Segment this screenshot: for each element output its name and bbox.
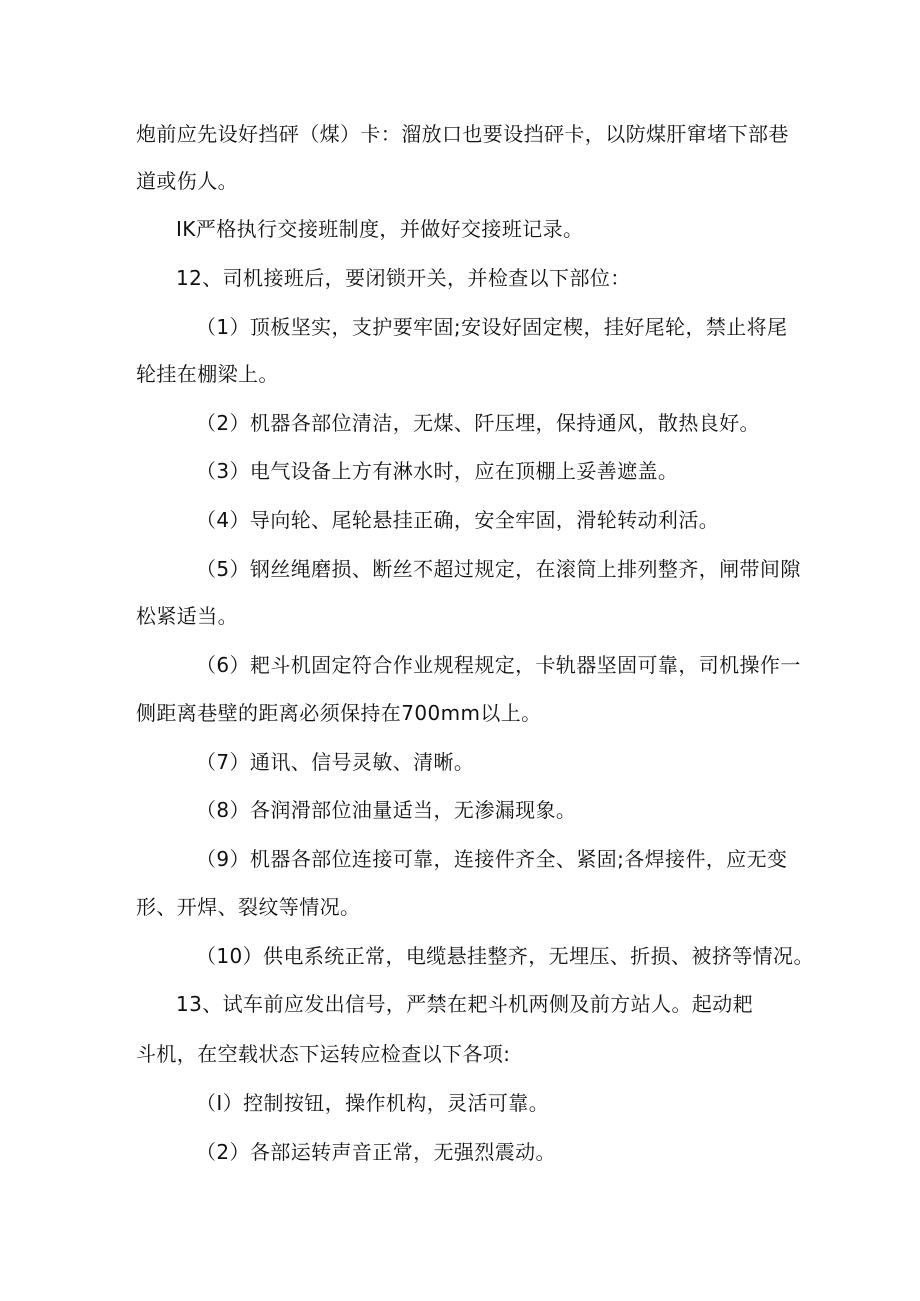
text-line: （9）机器各部位连接可靠，连接件齐全、紧固;各焊接件，应无变 xyxy=(196,847,788,871)
text-line: （8）各润滑部位油量适当，无渗漏现象。 xyxy=(196,798,577,822)
text-line: （10）供电系统正常，电缆悬挂整齐，无埋压、折损、被挤等情况。 xyxy=(196,944,814,968)
text-line: 12、司机接班后，要闭锁开关，并检查以下部位： xyxy=(176,266,631,290)
text-line: （2）各部运转声音正常，无强烈震动。 xyxy=(196,1140,556,1164)
text-line: （4）导向轮、尾轮悬挂正确，安全牢固，滑轮转动利活。 xyxy=(196,508,720,532)
text-line: 13、试车前应发出信号，严禁在耙斗机两侧及前方站人。起动耙 xyxy=(176,992,754,1016)
text-line: 炮前应先设好挡砰（煤）卡：溜放口也要设挡砰卡，以防煤肝窜堵下部巷 xyxy=(136,122,789,146)
text-line: 轮挂在棚梁上。 xyxy=(136,362,279,386)
text-line: 松紧适当。 xyxy=(136,604,238,628)
text-line: （6）耙斗机固定符合作业规程规定，卡轨器坚固可靠，司机操作一 xyxy=(196,653,801,677)
text-line: 形、开焊、裂纹等情况。 xyxy=(136,895,361,919)
text-line: IK严格执行交接班制度，并做好交接班记录。 xyxy=(176,217,584,241)
text-line: 道或伤人。 xyxy=(136,169,238,193)
text-line: 侧距离巷壁的距离必须保持在700mm以上。 xyxy=(136,701,542,725)
text-line: （2）机器各部位清洁，无煤、阡压埋，保持通风，散热良好。 xyxy=(196,411,760,435)
text-line: （7）通讯、信号灵敏、清晰。 xyxy=(196,750,475,774)
text-line: （3）电气设备上方有淋水时，应在顶棚上妥善遮盖。 xyxy=(196,459,679,483)
text-line: （1）顶板坚实，支护要牢固;安设好固定楔，挂好尾轮，禁止将尾 xyxy=(196,315,788,339)
text-line: （5）钢丝绳磨损、断丝不超过规定，在滚筒上排列整齐，闸带间隙 xyxy=(196,557,801,581)
text-line: 斗机，在空载状态下运转应检查以下各项: xyxy=(136,1042,511,1066)
text-line: （I）控制按钮，操作机构，灵活可靠。 xyxy=(196,1091,550,1115)
